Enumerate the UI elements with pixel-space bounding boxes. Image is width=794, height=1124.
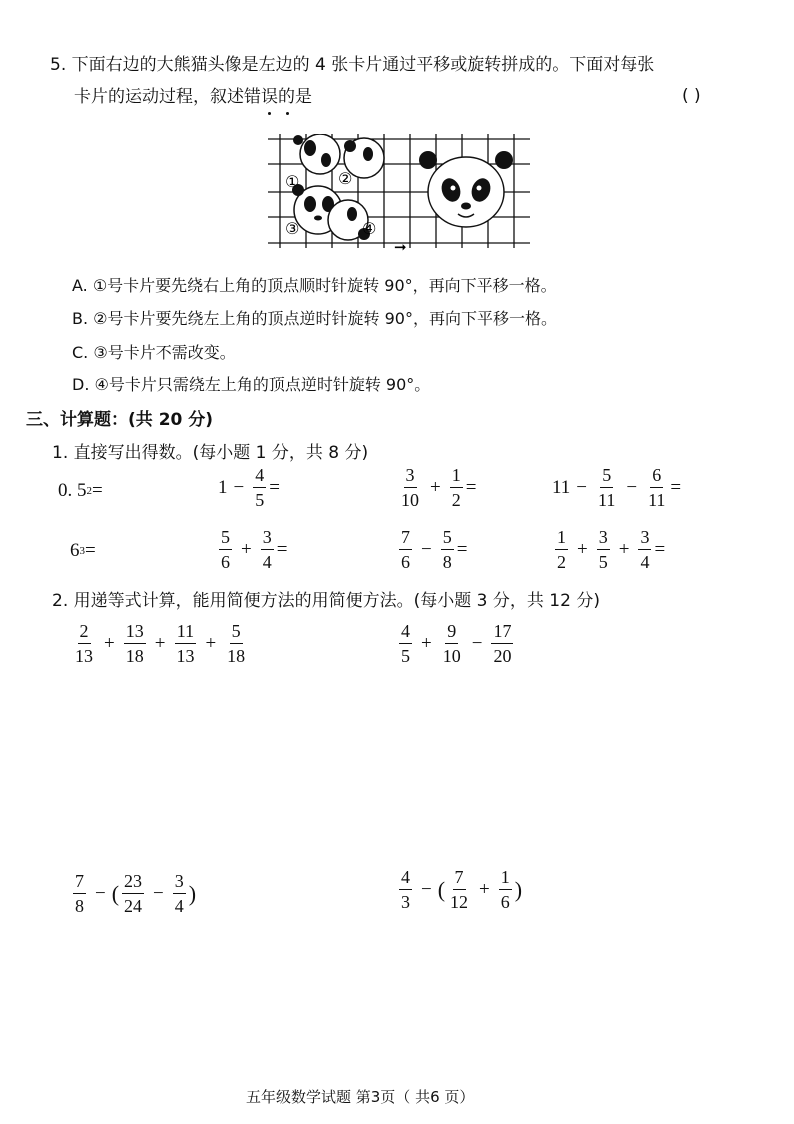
arrow-icon: ➞ xyxy=(394,238,407,254)
option-d: D. ④号卡片只需绕左上角的顶点逆时针旋转 90°。 xyxy=(72,375,431,394)
calc-1: 0. 5 2 = xyxy=(58,480,103,501)
calc-7: $\frac{7}{6}$ − $\frac{5}{8}$ = xyxy=(401,527,468,572)
calc-8: $\frac{1}{2}$ + $\frac{3}{5}$ + $\frac{3}{4}$ = xyxy=(557,527,666,572)
calc-6: $\frac{5}{6}$ + $\frac{3}{4}$ = xyxy=(221,527,288,572)
card-label-3: ③ xyxy=(285,219,300,238)
option-c: C. ③号卡片不需改变。 xyxy=(72,343,236,362)
card-label-2: ② xyxy=(338,169,353,188)
calc-4: 11 − $\frac{5}{11}$ − $\frac{6}{11}$ = xyxy=(552,465,682,510)
emphasis-dot xyxy=(286,112,289,115)
panda-cards-figure xyxy=(268,134,530,254)
card-label-4: ④ xyxy=(362,219,377,238)
section-title: 三、计算题：(共 20 分) xyxy=(26,410,214,430)
stepwise-4: $\frac{4}{3}$ − ( $\frac{7}{12}$ + $\frac{1}{6}$ ) xyxy=(401,867,523,912)
option-b: B. ②号卡片要先绕左上角的顶点逆时针旋转 90°，再向下平移一格。 xyxy=(72,309,557,328)
panda-full-head xyxy=(419,151,513,227)
option-a: A. ①号卡片要先绕右上角的顶点顺时针旋转 90°，再向下平移一格。 xyxy=(72,276,557,295)
calc-3: $\frac{3}{10}$ + $\frac{1}{2}$ = xyxy=(401,465,477,510)
q5-line1: 5. 下面右边的大熊猫头像是左边的 4 张卡片通过平移或旋转拼成的。下面对每张 xyxy=(50,55,655,75)
q1-title: 1. 直接写出得数。(每小题 1 分，共 8 分) xyxy=(52,443,369,463)
stepwise-3: $\frac{7}{8}$ − ( $\frac{23}{24}$ − $\frac{3}{4}$ ) xyxy=(75,871,197,916)
calc-2: 1 − $\frac{4}{5}$ = xyxy=(218,465,280,510)
q5-line2: 卡片的运动过程，叙述错误的是 xyxy=(74,87,312,107)
q2-title: 2. 用递等式计算，能用简便方法的用简便方法。(每小题 3 分，共 12 分) xyxy=(52,591,600,611)
stepwise-1: $\frac{2}{13}$ + $\frac{13}{18}$ + $\frac{11}{13}$ + $\frac{5}{18}$ xyxy=(75,621,246,666)
stepwise-2: $\frac{4}{5}$ + $\frac{9}{10}$ − $\frac{17}{20}$ xyxy=(401,621,512,666)
calc-5: 6 3 = xyxy=(70,540,96,561)
answer-bracket[interactable]: ( ) xyxy=(682,86,701,106)
card-label-1: ① xyxy=(285,172,300,191)
emphasis-dot xyxy=(268,112,271,115)
panda-fragment-1 xyxy=(293,134,340,174)
page-footer: 五年级数学试题 第3页（ 共6 页） xyxy=(246,1088,475,1106)
